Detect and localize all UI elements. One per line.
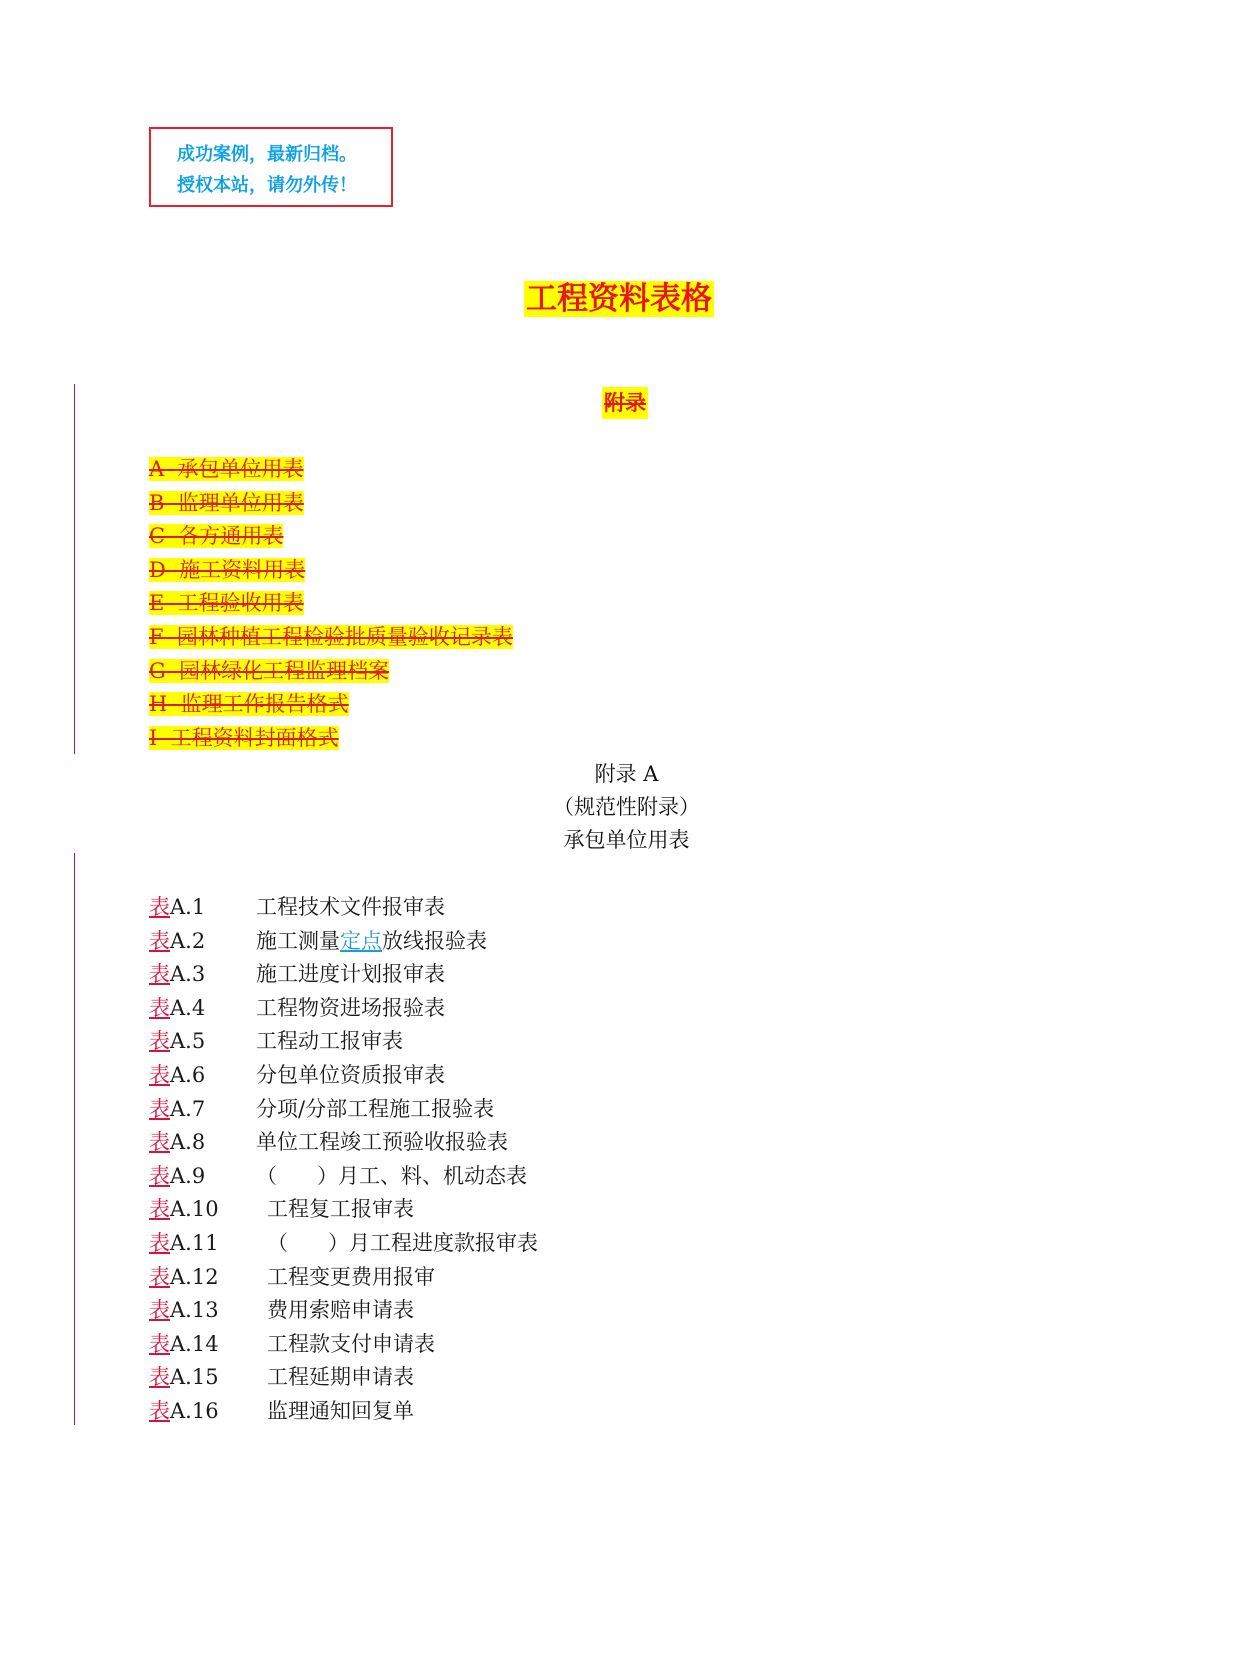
form-code: A.15: [170, 1365, 219, 1390]
toc-item-text: C 各方通用表: [149, 524, 284, 549]
toc-item-text: A 承包单位用表: [149, 457, 304, 481]
form-name: 监理通知回复单: [267, 1398, 414, 1423]
toc-item[interactable]: [149, 655, 513, 689]
form-prefix-link[interactable]: 表: [149, 1298, 170, 1323]
form-code: A.12: [170, 1264, 219, 1289]
form-name: 工程物资进场报验表: [256, 995, 445, 1020]
toc-item[interactable]: [149, 487, 513, 521]
form-code: A.3: [170, 962, 206, 987]
form-name: 费用索赔申请表: [267, 1298, 414, 1323]
form-code: A.16: [170, 1398, 219, 1423]
form-name: 工程延期申请表: [267, 1365, 414, 1390]
form-prefix-link[interactable]: 表: [149, 1365, 170, 1390]
appendix-toc-list: [149, 453, 513, 755]
form-prefix-link[interactable]: 表: [149, 1264, 170, 1289]
form-list-item: [149, 1059, 538, 1093]
form-list-item: [149, 891, 538, 925]
notice-line-2: 授权本站，请勿外传！: [177, 175, 357, 196]
form-name: 工程技术文件报审表: [256, 895, 445, 919]
form-prefix-link[interactable]: 表: [149, 1331, 170, 1356]
form-code: A.2: [170, 928, 206, 953]
document-title: 工程资料表格: [526, 281, 712, 317]
notice-box: [149, 127, 393, 207]
toc-item-text: H 监理工作报告格式: [149, 692, 349, 717]
form-list-item: [149, 1395, 538, 1429]
form-prefix-link[interactable]: 表: [149, 1398, 170, 1423]
form-prefix-link[interactable]: 表: [149, 1096, 170, 1121]
form-code: A.10: [170, 1197, 219, 1222]
form-list-item: [149, 1160, 538, 1194]
form-name: 工程复工报审表: [267, 1197, 414, 1222]
form-list-item: [149, 1025, 538, 1059]
notice-line-1: 成功案例，最新归档。: [177, 144, 357, 165]
form-name-part: 施工测量: [256, 928, 340, 953]
form-code: A.14: [170, 1331, 219, 1356]
form-name: 工程款支付申请表: [267, 1331, 435, 1356]
form-code: A.11: [170, 1230, 219, 1255]
toc-item[interactable]: [149, 722, 513, 756]
form-list-item: [149, 958, 538, 992]
form-name: 工程变更费用报审: [267, 1264, 435, 1289]
appendix-a-title: 承包单位用表: [563, 828, 690, 852]
revision-change-bar: [74, 384, 75, 754]
form-prefix-link[interactable]: 表: [149, 1062, 170, 1087]
form-prefix-link[interactable]: 表: [149, 1130, 170, 1155]
form-prefix-link[interactable]: 表: [149, 1163, 170, 1188]
form-list-item: [149, 1294, 538, 1328]
form-code: A.5: [170, 1029, 206, 1054]
form-list-item: [149, 925, 538, 959]
form-list-item: [149, 1361, 538, 1395]
toc-item[interactable]: [149, 554, 513, 588]
form-prefix-link[interactable]: 表: [149, 1029, 170, 1054]
form-list-item: [149, 1261, 538, 1295]
form-list-item: [149, 1328, 538, 1362]
form-prefix-link[interactable]: 表: [149, 962, 170, 987]
toc-item[interactable]: [149, 520, 513, 554]
form-list-item: [149, 992, 538, 1026]
toc-item[interactable]: [149, 688, 513, 722]
toc-item-text: D 施工资料用表: [149, 557, 306, 582]
form-list-item: [149, 1093, 538, 1127]
forms-list: [149, 891, 538, 1429]
form-list-item: [149, 1193, 538, 1227]
toc-item-text: I 工程资料封面格式: [149, 725, 339, 750]
form-code: A.1: [170, 895, 206, 919]
appendix-a-subheading: （规范性附录）: [553, 795, 700, 819]
form-name: 分包单位资质报审表: [256, 1062, 445, 1087]
toc-item-text: F 园林种植工程检验批质量验收记录表: [149, 624, 513, 649]
toc-item[interactable]: [149, 587, 513, 621]
form-name-part: 放线报验表: [382, 928, 487, 953]
revision-change-bar: [74, 853, 75, 1425]
form-code: A.13: [170, 1298, 219, 1323]
form-name: （ ）月工程进度款报审表: [267, 1230, 539, 1255]
form-name: 施工进度计划报审表: [256, 962, 445, 987]
toc-item-text: B 监理单位用表: [149, 490, 304, 515]
form-code: A.7: [170, 1096, 206, 1121]
form-list-item: [149, 1227, 538, 1261]
appendix-a-heading: 附录 A: [594, 762, 659, 786]
toc-item-text: E 工程验收用表: [149, 591, 304, 616]
form-code: A.6: [170, 1062, 206, 1087]
appendix-toc-heading: 附录: [602, 387, 648, 419]
form-name-link[interactable]: 定点: [340, 928, 382, 953]
form-prefix-link[interactable]: 表: [149, 895, 170, 919]
toc-item-text: G 园林绿化工程监理档案: [149, 658, 390, 683]
form-name: 分项/分部工程施工报验表: [256, 1096, 495, 1121]
form-code: A.9: [170, 1163, 206, 1188]
form-name: （ ）月工、料、机动态表: [256, 1163, 528, 1188]
form-name: 工程动工报审表: [256, 1029, 403, 1054]
toc-item[interactable]: [149, 453, 513, 487]
form-name: 单位工程竣工预验收报验表: [256, 1130, 508, 1155]
form-prefix-link[interactable]: 表: [149, 995, 170, 1020]
form-prefix-link[interactable]: 表: [149, 1230, 170, 1255]
form-code: A.8: [170, 1130, 206, 1155]
toc-item[interactable]: [149, 621, 513, 655]
form-list-item: [149, 1126, 538, 1160]
form-prefix-link[interactable]: 表: [149, 928, 170, 953]
form-code: A.4: [170, 995, 206, 1020]
form-prefix-link[interactable]: 表: [149, 1197, 170, 1222]
